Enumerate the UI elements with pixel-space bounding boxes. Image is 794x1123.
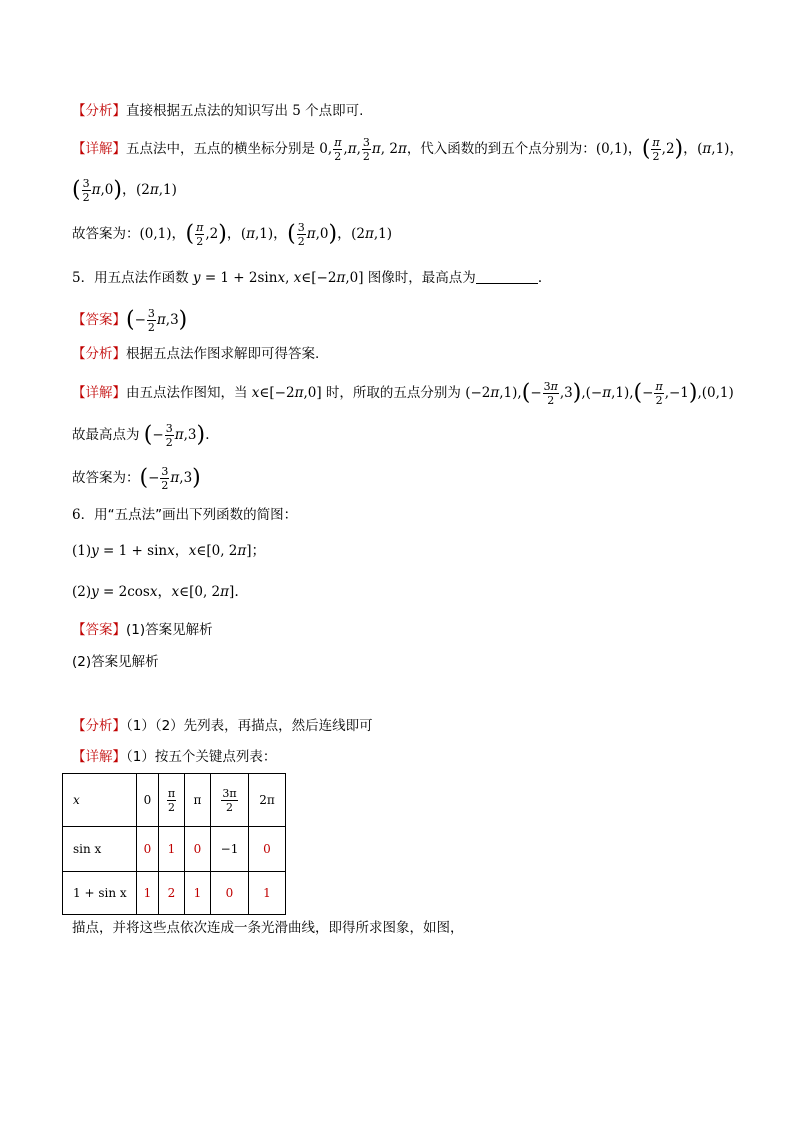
p4-answer-line: 故答案为：(0,1)，( $\frac{\pi}{2}$ ,2)，(π,1)，( $\frac{3}{2}$ π,0)，(2π,1)	[72, 221, 392, 248]
point-2: ( $\frac{\pi}{2}$ ,2)	[641, 136, 684, 163]
q6-answer: 【答案】(1)答案见解析	[72, 622, 213, 638]
answer-tag: 【答案】	[72, 622, 126, 638]
table-cell: 0	[137, 827, 159, 872]
p4-analysis-line	[72, 101, 363, 121]
table-row	[63, 872, 286, 915]
analysis-text-end: 个点即可.	[300, 103, 364, 119]
analysis-text: 直接根据五点法的知识写出	[126, 103, 293, 119]
question-5: 5．用五点法作函数 y = 1 + 2sinx, x∈[−2π,0] 图像时，最高点为 .	[72, 270, 543, 286]
p4-detail-line: 【详解】五点法中，五点的横坐标分别是 0, $\frac{\pi}{2}$ ,π, $\frac{3}{2}$ π, 2π，代入函数的到五个点分别为：(0,1)，( $\frac{\pi}{2}$ ,2)，(π,1)，	[72, 136, 744, 163]
table-row	[63, 774, 286, 827]
q6-item-2: (2)y = 2cosx，x∈[0, 2π].	[72, 584, 239, 600]
table-cell: −1	[211, 827, 249, 872]
q5-final: 故答案为：(− $\frac{3}{2}$ π,3)	[72, 465, 201, 492]
table-cell: 0	[185, 827, 211, 872]
detail-tag: 【详解】	[72, 385, 126, 401]
q5-detail: 【详解】由五点法作图知，当 x∈[−2π,0] 时，所取的五点分别为 (−2π,1),(− $\frac{3\pi}{2}$ ,3),(−π,1),(− $\frac{\pi}{2}$ ,−1),(0,1)	[72, 380, 734, 407]
point-3: (π,1)	[697, 141, 730, 157]
q6-item-1: (1)y = 1 + sinx，x∈[0, 2π]；	[72, 543, 266, 559]
q5-text-a: 用五点法作函数	[94, 270, 193, 286]
q6-analysis: 【分析】（1）（2）先列表，再描点，然后连线即可	[72, 718, 373, 734]
detail-text-b: ，代入函数的到五个点分别为：	[406, 141, 596, 157]
p4-detail-line-2: ( $\frac{3}{2}$ π,0)，(2π,1)	[72, 177, 177, 204]
answer-blank	[476, 269, 538, 284]
point-4: ( $\frac{3}{2}$ π,0)	[72, 177, 122, 204]
table-head-1-plus-sin: 1 + sin x	[63, 872, 137, 915]
q5-conclusion: 故最高点为 (− $\frac{3}{2}$ π,3).	[72, 422, 210, 449]
point-5: (2π,1)	[135, 182, 177, 198]
table-head-x: x	[63, 774, 137, 827]
answer-tag: 【答案】	[72, 312, 126, 328]
analysis-tag: 【分析】	[72, 718, 126, 734]
table-cell: 1	[159, 827, 185, 872]
detail-text: 五点法中，五点的横坐标分别是	[126, 141, 320, 157]
table-cell: 0	[137, 774, 159, 827]
table-cell: $\frac{3\pi}{2}$	[211, 774, 249, 827]
table-cell: π	[185, 774, 211, 827]
abscissa-list: 0, $\frac{\pi}{2}$ ,π, $\frac{3}{2}$ π, 2π	[319, 136, 407, 163]
analysis-tag: 【分析】	[72, 346, 126, 362]
q5-number: 5．	[72, 270, 95, 286]
q5-function: y = 1 + 2sinx, x∈[−2π,0]	[192, 270, 364, 286]
q5-analysis: 【分析】根据五点法作图求解即可得答案.	[72, 346, 320, 362]
table-cell: 0	[211, 872, 249, 915]
table-cell: 1	[249, 872, 286, 915]
detail-tag: 【详解】	[72, 749, 126, 765]
key-points-table	[62, 773, 286, 915]
q5-answer-value: (− $\frac{3}{2}$ π,3)	[126, 307, 188, 334]
table-cell: 2	[159, 872, 185, 915]
table-cell: 1	[185, 872, 211, 915]
q6-detail: 【详解】（1）按五个关键点列表：	[72, 749, 277, 765]
point-1: (0,1)	[595, 141, 628, 157]
detail-tag: 【详解】	[72, 141, 126, 157]
table-head-sin: sin x	[63, 827, 137, 872]
table-cell: 1	[137, 872, 159, 915]
table-cell: 2π	[249, 774, 286, 827]
answer-text: 故答案为：	[72, 226, 140, 242]
q6-answer-2: (2)答案见解析	[72, 654, 159, 670]
q5-points: (−2π,1),(− $\frac{3\pi}{2}$ ,3),(−π,1),(− $\frac{\pi}{2}$ ,−1),(0,1)	[465, 380, 734, 407]
table-row	[63, 827, 286, 872]
table-cell: $\frac{\pi}{2}$	[159, 774, 185, 827]
q5-text-b: 图像时，最高点为	[363, 270, 476, 286]
closing-line: 描点，并将这些点依次连成一条光滑曲线，即得所求图象，如图，	[72, 920, 464, 936]
question-6: 6．用“五点法”画出下列函数的简图：	[72, 507, 298, 523]
table-cell: 0	[249, 827, 286, 872]
q5-answer	[72, 308, 187, 333]
analysis-tag: 【分析】	[72, 103, 126, 119]
analysis-number: 5	[292, 103, 301, 119]
